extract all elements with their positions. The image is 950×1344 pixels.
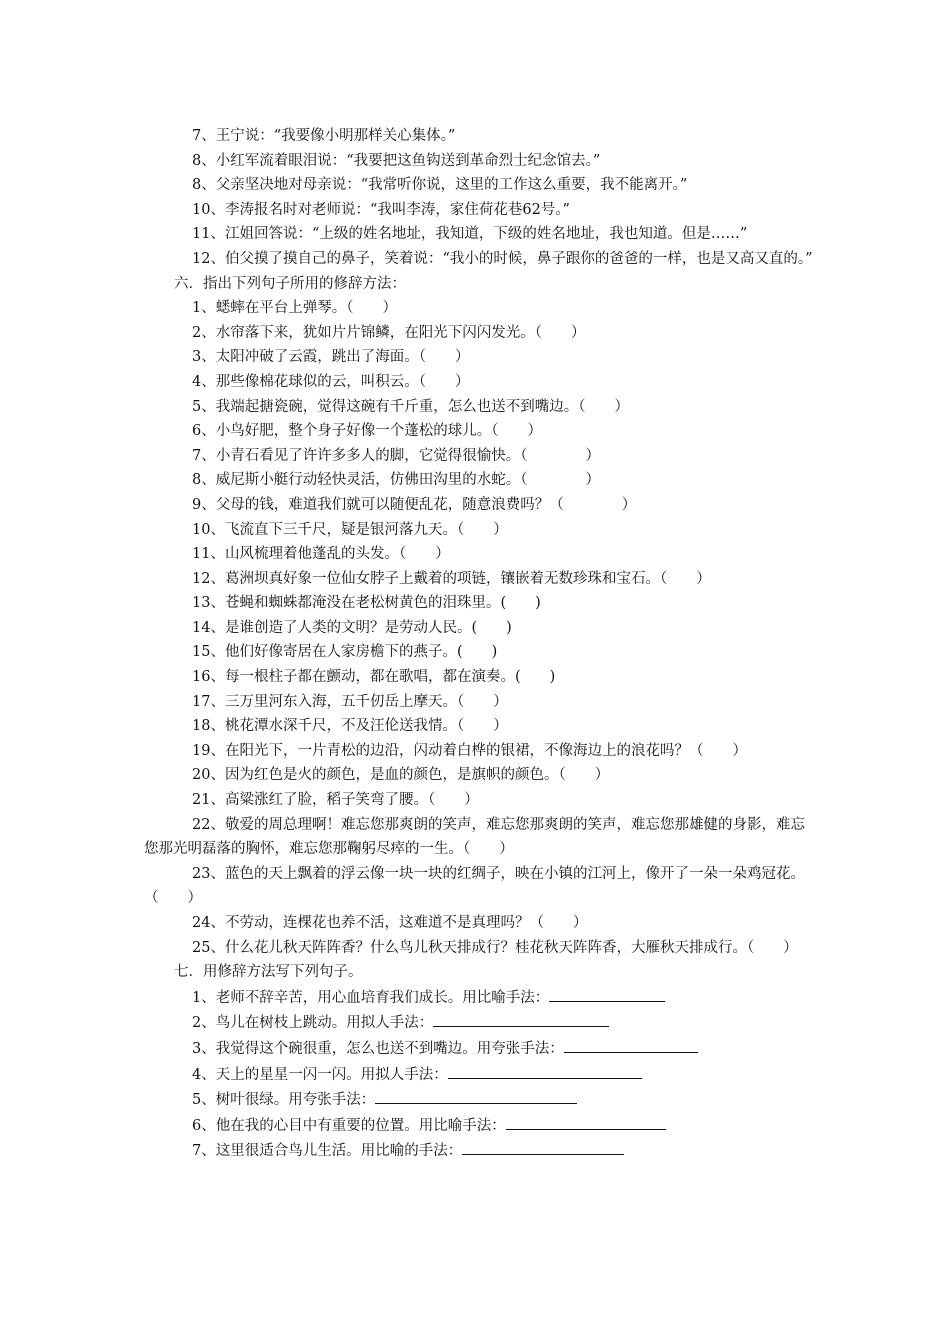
rhetoric-item: 14、是谁创造了人类的文明？是劳动人民。( ) bbox=[192, 619, 512, 636]
rewrite-item bbox=[144, 1010, 816, 1036]
rewrite-prompt: 3、我觉得这个碗很重，怎么也送不到嘴边。用夸张手法： bbox=[192, 1040, 564, 1057]
worksheet-content bbox=[144, 124, 816, 1164]
rhetoric-item: 19、在阳光下，一片青松的边沿，闪动着白桦的银裙，不像海边上的浪花吗？（ ） bbox=[192, 742, 747, 759]
rewrite-item bbox=[144, 1087, 816, 1113]
rhetoric-item: 7、小青石看见了许许多多人的脚，它觉得很愉快。（ ） bbox=[192, 447, 600, 464]
rhetoric-item: 21、高粱涨红了脸，稻子笑弯了腰。（ ） bbox=[192, 792, 479, 809]
rhetoric-item: 8、威尼斯小艇行动轻快灵活，仿佛田沟里的水蛇。（ ） bbox=[192, 472, 600, 489]
rewrite-item bbox=[144, 1036, 816, 1062]
sentence-item-12: 12、伯父摸了摸自己的鼻子，笑着说：“我小的时候，鼻子跟你的爸爸的一样，也是又高又直的。” bbox=[192, 250, 813, 267]
sentence-item-7: 7、王宁说：“我要像小明那样关心集体。” bbox=[192, 128, 456, 144]
answer-blank[interactable] bbox=[462, 1138, 624, 1155]
answer-blank[interactable] bbox=[448, 1062, 642, 1079]
rhetoric-item: 9、父母的钱，难道我们就可以随便乱花，随意浪费吗？（ ） bbox=[192, 496, 637, 513]
rhetoric-item: 15、他们好像寄居在人家房檐下的燕子。( ) bbox=[192, 644, 498, 661]
rhetoric-item: 4、那些像棉花球似的云，叫积云。（ ） bbox=[192, 373, 470, 390]
rhetoric-item: 13、苍蝇和蜘蛛都淹没在老松树黄色的泪珠里。( ) bbox=[192, 595, 541, 612]
rhetoric-item: 20、因为红色是火的颜色，是血的颜色，是旗帜的颜色。（ ） bbox=[192, 767, 610, 784]
rhetoric-item: 2、水帘落下来，犹如片片锦鳞，在阳光下闪闪发光。（ ） bbox=[192, 324, 586, 341]
sentence-item-8a: 8、小红军流着眼泪说：“我要把这鱼钩送到革命烈士纪念馆去。” bbox=[192, 152, 601, 169]
rhetoric-item: 3、太阳冲破了云霞，跳出了海面。（ ） bbox=[192, 349, 470, 366]
answer-blank[interactable] bbox=[549, 985, 665, 1002]
answer-blank[interactable] bbox=[375, 1087, 577, 1104]
rewrite-prompt: 4、天上的星星一闪一闪。用拟人手法： bbox=[192, 1066, 448, 1083]
rhetoric-item-22: 22、敬爱的周总理啊！难忘您那爽朗的笑声，难忘您那爽朗的笑声，难忘您那雄健的身影，难忘您那光明磊落的胸怀，难忘您那鞠躬尽瘁的一生。（ ） bbox=[144, 816, 805, 858]
sentence-item-11: 11、江姐回答说：“上级的姓名地址，我知道，下级的姓名地址，我也知道。但是……” bbox=[192, 226, 748, 243]
rewrite-prompt: 2、鸟儿在树枝上跳动。用拟人手法： bbox=[192, 1015, 434, 1032]
rewrite-item bbox=[144, 1062, 816, 1088]
rhetoric-item: 16、每一根柱子都在颤动，都在歌唱，都在演奏。( ) bbox=[192, 669, 556, 686]
section-seven-heading: 七．用修辞方法写下列句子。 bbox=[174, 964, 363, 981]
rhetoric-item: 11、山风梳理着他蓬乱的头发。（ ） bbox=[192, 546, 450, 563]
rewrite-prompt: 1、老师不辞辛苦，用心血培育我们成长。用比喻手法： bbox=[192, 989, 550, 1006]
answer-blank[interactable] bbox=[506, 1113, 666, 1130]
rewrite-prompt: 6、他在我的心目中有重要的位置。用比喻手法： bbox=[192, 1117, 506, 1134]
rhetoric-item-24: 24、不劳动，连棵花也养不活，这难道不是真理吗？（ ） bbox=[192, 915, 588, 931]
rewrite-item bbox=[144, 985, 816, 1011]
rewrite-item bbox=[144, 1138, 816, 1164]
rhetoric-item-23: 23、蓝色的天上飘着的浮云像一块一块的红绸子，映在小镇的江河上，像开了一朵一朵鸡冠花。（ ） bbox=[144, 865, 805, 907]
rhetoric-item: 18、桃花潭水深千尺，不及汪伦送我情。（ ） bbox=[192, 718, 508, 735]
answer-blank[interactable] bbox=[564, 1036, 698, 1053]
rhetoric-item: 12、葛洲坝真好象一位仙女脖子上戴着的项链，镶嵌着无数珍珠和宝石。（ ） bbox=[192, 570, 711, 587]
rewrite-prompt: 5、树叶很绿。用夸张手法： bbox=[192, 1092, 376, 1109]
section-six-heading: 六．指出下列句子所用的修辞方法： bbox=[174, 275, 406, 292]
rhetoric-item: 10、飞流直下三千尺，疑是银河落九天。（ ） bbox=[192, 521, 508, 538]
rhetoric-item: 5、我端起搪瓷碗，觉得这碗有千斤重，怎么也送不到嘴边。（ ） bbox=[192, 398, 629, 415]
rewrite-prompt: 7、这里很适合鸟儿生活。用比喻的手法： bbox=[192, 1143, 463, 1160]
rhetoric-item: 17、三万里河东入海，五千仞岳上摩天。（ ） bbox=[192, 693, 508, 710]
answer-blank[interactable] bbox=[433, 1010, 609, 1027]
rhetoric-item: 1、蟋蟀在平台上弹琴。（ ） bbox=[192, 300, 397, 317]
rhetoric-item-25: 25、什么花儿秋天阵阵香？什么鸟儿秋天排成行？桂花秋天阵阵香，大雁秋天排成行。（ ） bbox=[192, 939, 798, 956]
sentence-item-8b: 8、父亲坚决地对母亲说：“我常听你说，这里的工作这么重要，我不能离开。” bbox=[192, 177, 688, 194]
rhetoric-item: 6、小鸟好肥，整个身子好像一个蓬松的球儿。（ ） bbox=[192, 423, 542, 440]
rewrite-item bbox=[144, 1113, 816, 1139]
sentence-item-10: 10、李涛报名时对老师说：“我叫李涛，家住荷花巷62号。” bbox=[192, 201, 570, 218]
